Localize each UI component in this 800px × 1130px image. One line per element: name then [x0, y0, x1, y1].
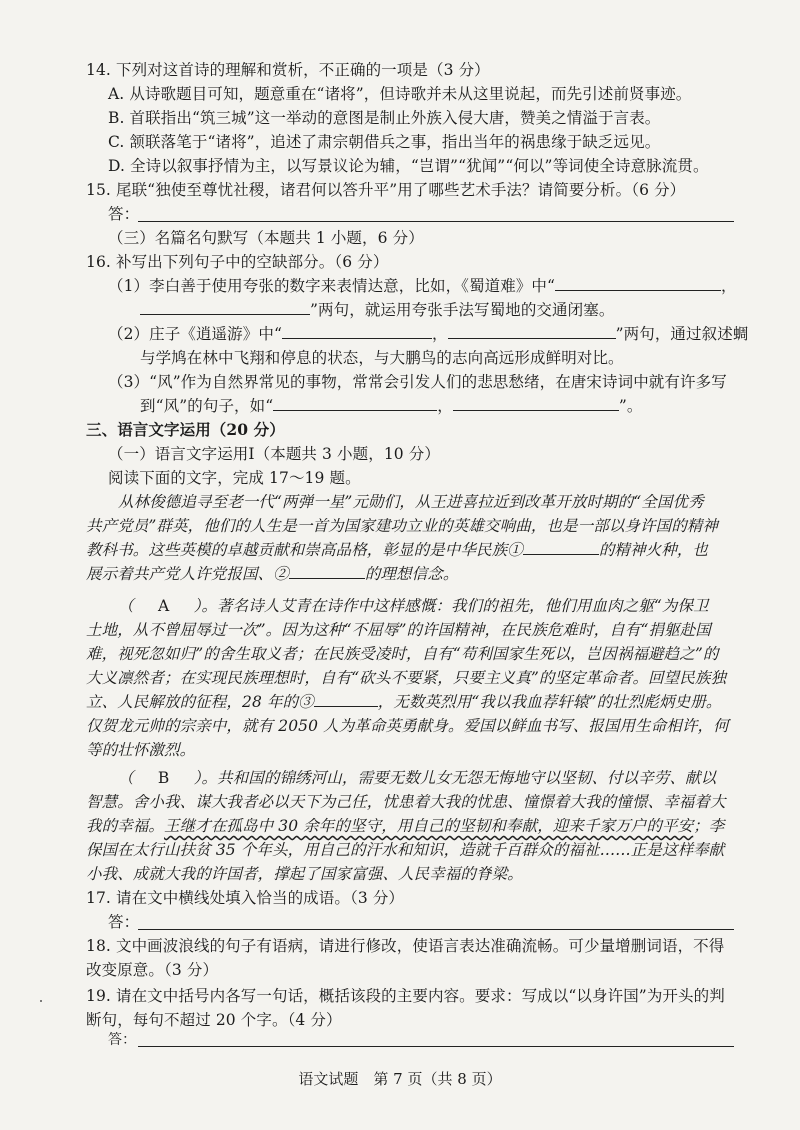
passage1-pA-line7: 等的壮怀激烈。	[86, 741, 196, 759]
passage1-pA-line6: 仅贺龙元帅的宗亲中，就有 2050 人为革命英勇献身。爱国以鲜血书写、报国用生命相许，何	[86, 717, 729, 735]
q14-option-d: D. 全诗以叙事抒情为主，以写景议论为辅，“岂谓”“犹闻”“何以”等词使全诗意脉流贯。	[108, 157, 709, 175]
passage1-p1-line4	[86, 562, 458, 586]
q16-item1-text-c: ”两句，就运用夸张手法写蜀地的交通闭塞。	[310, 301, 615, 319]
passage1-p1-line1: 从林俊德追寻至老一代“两弹一星”元勋们，从王进喜拉近到改革开放时期的“全国优秀	[118, 493, 704, 511]
q15-answer-line	[138, 221, 734, 222]
wavy-underlined-sentence: 王继才在孤岛中 30 余年的坚守，用自己的坚韧和奉献，迎来千家万户的平安	[164, 817, 694, 835]
q15-answer-label: 答：	[108, 205, 140, 223]
passage1-pA-line5-text: 立、人民解放的征程，28 年的③	[86, 693, 314, 711]
q19-stem-line2: 断句，每句不超过 20 个字。（4 分）	[86, 1011, 342, 1029]
passage1-p1-line4-text: 展示着共产党人许党报国、②	[86, 565, 289, 583]
passage1-blank-2	[289, 562, 365, 579]
passage1-p1-line3	[86, 538, 708, 562]
q19-answer-line	[138, 1046, 734, 1047]
passage1-pA-line3: 难，视死忽如归”的舍生取义者；在民族受凌时，自有“苟利国家生死以，岂因祸福避趋之”的	[86, 645, 719, 663]
q16-item2-line1	[108, 322, 748, 346]
part-3-read1: 阅读下面的文字，完成 17～19 题。	[108, 469, 361, 487]
q16-blank-1b	[140, 298, 310, 315]
passage1-pA-line2: 土地，从不曾屈辱过一次”。因为这种“不屈辱”的许国精神，在民族危难时，自有“捐躯赴国	[86, 621, 711, 639]
passage1-pB-line1-text: ）。共和国的锦绣河山，需要无数儿女无怨无悔地守以坚韧、付以辛劳、献以	[193, 769, 717, 787]
bracket-b-label: B	[157, 769, 170, 787]
q19-answer-label: 答：	[108, 1032, 137, 1048]
passage1-pA-line1	[118, 594, 709, 618]
q16-blank-3b	[453, 394, 619, 411]
passage1-pB-line3-text: 我的幸福。	[86, 817, 165, 835]
passage1-pA-line4: 大义凛然者；在实现民族理想时，自有“砍头不要紧，只要主义真”的坚定革命者。回望民族独	[86, 669, 727, 687]
q16-item1-line1	[108, 274, 737, 298]
part-3-sub1: （一）语言文字运用Ⅰ（本题共 3 小题，10 分）	[108, 445, 440, 463]
q17-answer-line	[138, 929, 734, 930]
q16-item2-text-c: ”两句，通过叙述蜩	[615, 325, 749, 343]
q16-item3-text-d: ”。	[618, 397, 643, 415]
q16-blank-3a	[273, 394, 437, 411]
passage1-pB-line2: 智慧。舍小我、谋大我者必以天下为己任，忧患着大我的忧患、憧憬着大我的憧憬、幸福着大	[86, 793, 726, 811]
passage1-pA-line5	[86, 690, 721, 714]
passage1-pB-line4: 保国在太行山扶贫 35 个年头，用自己的汗水和知识，造就千百群众的福祉……正是这样奉献	[86, 841, 725, 859]
q16-item2-text-a: （2）庄子《逍遥游》中“	[108, 325, 282, 343]
page-footer: 语文试题 第 7 页（共 8 页）	[298, 1070, 502, 1088]
part-3-title: 三、语言文字运用（20 分）	[86, 420, 285, 439]
q16-item2-line2: 与学鸠在林中飞翔和停息的状态，与大鹏鸟的志向高远形成鲜明对比。	[140, 349, 624, 367]
bracket-b-open: （	[118, 769, 134, 787]
q14-option-c: C. 颔联落笔于“诸将”，追述了肃宗朝借兵之事，指出当年的祸患缘于缺乏远见。	[108, 133, 661, 151]
section-3-title: （三）名篇名句默写（本题共 1 小题，6 分）	[108, 229, 424, 247]
passage1-pB-line3-tail: ；李	[693, 817, 725, 835]
q17-stem: 17. 请在文中横线处填入恰当的成语。（3 分）	[86, 889, 405, 907]
q15-stem: 15. 尾联“独使至尊忧社稷，诸君何以答升平”用了哪些艺术手法？请简要分析。（6 分）	[86, 181, 686, 199]
passage1-p1-line3-tail: 的精神火种，也	[598, 541, 709, 559]
q16-blank-1a	[555, 274, 721, 291]
q17-answer-label: 答：	[108, 913, 140, 931]
q16-item3-line2	[140, 394, 643, 418]
passage1-p1-line2: 共产党员”群英，他们的人生是一首为国家建功立业的英雄交响曲，也是一部以身许国的精神	[86, 517, 719, 535]
q14-option-b: B. 首联指出“筑三城”这一举动的意图是制止外族入侵大唐，赞美之情溢于言表。	[108, 109, 661, 127]
q16-item2-comma: ，	[432, 325, 448, 343]
q14-stem: 14. 下列对这首诗的理解和赏析，不正确的一项是（3 分）	[86, 61, 490, 79]
q16-item1-text-a: （1）李白善于使用夸张的数字来表情达意，比如，《蜀道难》中“	[108, 277, 556, 295]
q16-item3-text-b: 到“风”的句子，如“	[140, 397, 274, 415]
passage1-pB-line1	[118, 766, 716, 790]
passage1-pB-line5: 小我、成就大我的许国者，撑起了国家富强、人民幸福的脊梁。	[86, 865, 523, 883]
passage1-blank-1	[523, 538, 599, 555]
q16-item1-line2	[140, 298, 614, 322]
q16-blank-2a	[282, 322, 432, 339]
passage1-pA-line5-tail: ，无数英烈用“我以我血荐轩辕”的壮烈彪炳史册。	[377, 693, 722, 711]
q16-item3-line1: （3）“风”作为自然界常见的事物，常常会引发人们的悲思愁绪，在唐宋诗词中就有许多写	[108, 373, 727, 391]
bracket-a-open: （	[118, 597, 134, 615]
q14-option-a: A. 从诗歌题目可知，题意重在“诸将”，但诗歌并未从这里说起，而先引述前贤事迹。	[108, 85, 692, 103]
q16-item3-comma: ，	[437, 397, 453, 415]
passage1-p1-line4-tail: 的理想信念。	[364, 565, 459, 583]
passage1-blank-3	[314, 690, 378, 707]
q16-blank-2b	[448, 322, 616, 339]
bracket-a-label: A	[157, 597, 170, 615]
scan-speck	[40, 1000, 42, 1002]
passage1-pA-line1-text: ）。著名诗人艾青在诗作中这样感慨：我们的祖先，他们用血肉之躯“为保卫	[193, 597, 709, 615]
q16-stem: 16. 补写出下列句子中的空缺部分。（6 分）	[86, 253, 389, 271]
q18-stem-line1: 18. 文中画波浪线的句子有语病，请进行修改，使语言表达准确流畅。可少量增删词语，不得	[86, 937, 725, 955]
q19-stem-line1: 19. 请在文中括号内各写一句话，概括该段的主要内容。要求：写成以“以身许国”为开头的判	[86, 987, 725, 1005]
passage1-pB-line3	[86, 814, 724, 838]
q16-item1-comma: ，	[721, 277, 737, 295]
q18-stem-line2: 改变原意。（3 分）	[86, 961, 219, 979]
passage1-p1-line3-text: 教科书。这些英模的卓越贡献和崇高品格，彰显的是中华民族①	[86, 541, 523, 559]
